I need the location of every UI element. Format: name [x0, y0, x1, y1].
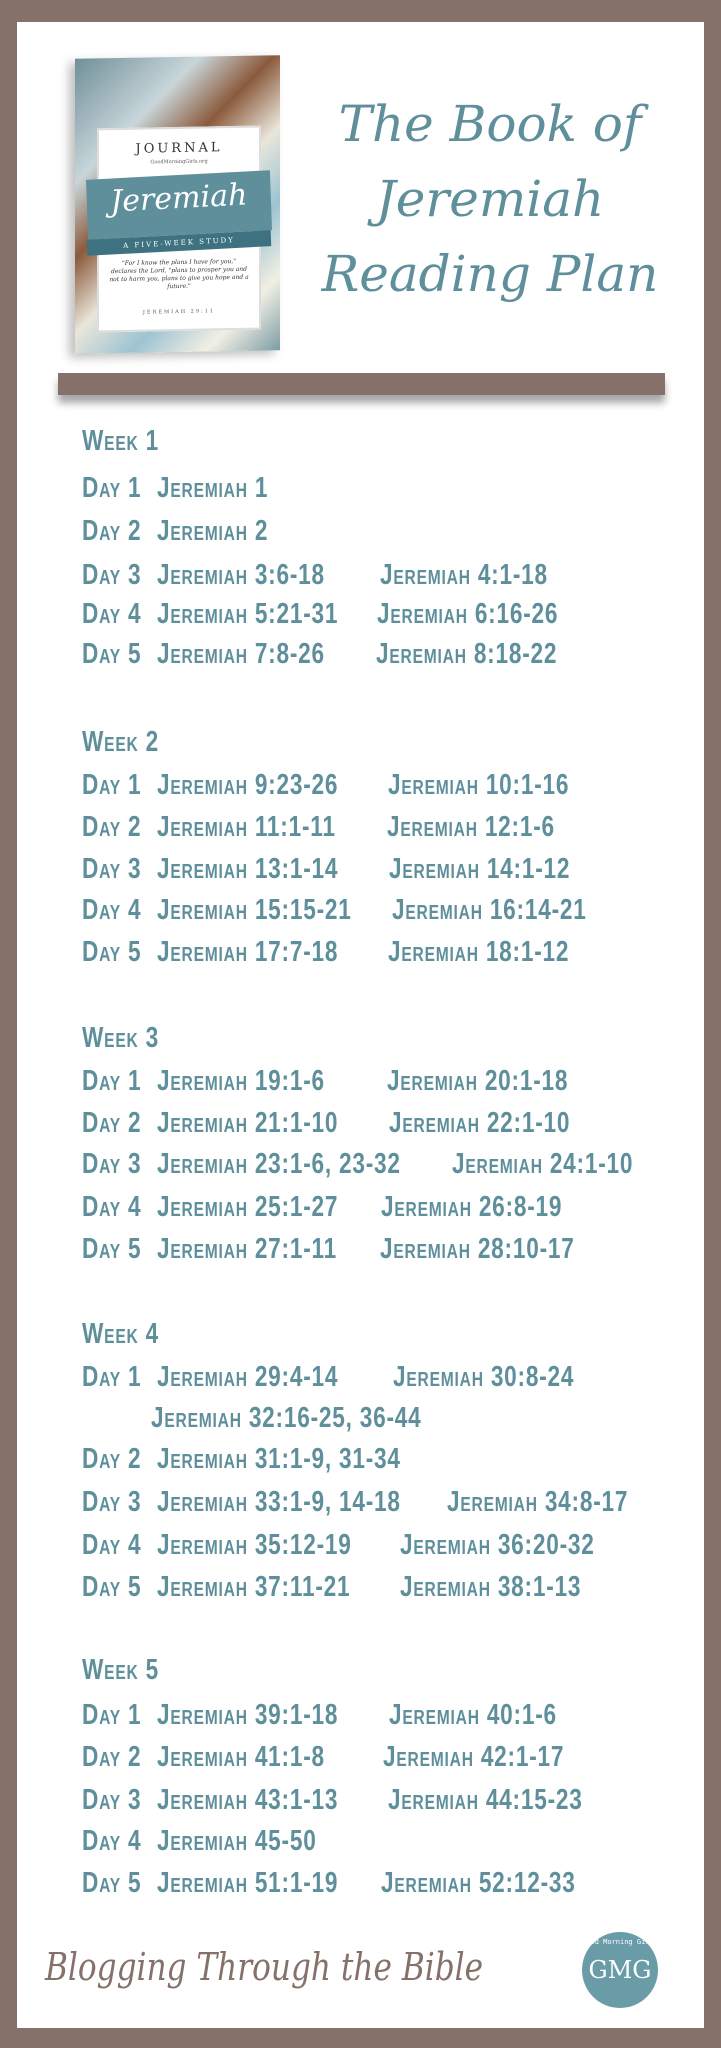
- reading-secondary: Jeremiah 10:1-16: [388, 769, 570, 801]
- reading-primary: Jeremiah 45-50: [157, 1825, 317, 1857]
- cover-quote: "For I know the plans I have for you," declares the Lord, "plans to prosper you and not to harm you, plans to give you hope and a future.": [109, 257, 249, 291]
- cover-banner: [86, 170, 272, 240]
- reading-secondary: Jeremiah 24:1-10: [452, 1148, 634, 1180]
- journal-cover-image: [75, 55, 280, 354]
- reading-primary: Jeremiah 51:1-19: [157, 1867, 339, 1899]
- day-label: Day 1: [82, 1065, 142, 1097]
- day-label: Day 3: [82, 1784, 142, 1816]
- title-line-2: Jeremiah: [375, 170, 605, 228]
- reading-primary: Jeremiah 11:1-11: [157, 811, 336, 843]
- reading-primary: Jeremiah 15:15-21: [157, 894, 352, 926]
- cover-card: [97, 126, 261, 333]
- day-label: Day 5: [82, 936, 142, 968]
- day-label: Day 2: [82, 1107, 142, 1139]
- reading-primary: Jeremiah 43:1-13: [157, 1784, 339, 1816]
- reading-primary: Jeremiah 27:1-11: [157, 1233, 338, 1265]
- week-heading: Week 5: [82, 1654, 159, 1686]
- title-line-3: Reading Plan: [321, 245, 659, 303]
- day-label: Day 1: [82, 1361, 142, 1393]
- reading-primary: Jeremiah 31:1-9, 31-34: [157, 1443, 401, 1475]
- day-label: Day 1: [82, 769, 142, 801]
- week-heading: Week 2: [82, 726, 159, 758]
- reading-primary: Jeremiah 17:7-18: [157, 936, 339, 968]
- good-morning-girls-logo: [582, 1932, 658, 2008]
- reading-primary: Jeremiah 21:1-10: [157, 1107, 339, 1139]
- reading-primary: Jeremiah 13:1-14: [157, 853, 339, 885]
- logo-name: Good Morning Girls: [582, 1938, 658, 1946]
- reading-primary: Jeremiah 5:21-31: [157, 598, 339, 630]
- reading-secondary: Jeremiah 4:1-18: [380, 559, 548, 591]
- reading-primary: Jeremiah 37:11-21: [157, 1571, 351, 1603]
- day-label: Day 2: [82, 1741, 142, 1773]
- day-label: Day 5: [82, 1867, 142, 1899]
- cover-quote-ref: JEREMIAH 29:11: [142, 308, 216, 316]
- reading-secondary: Jeremiah 28:10-17: [380, 1233, 575, 1265]
- reading-secondary: Jeremiah 12:1-6: [387, 811, 555, 843]
- reading-secondary: Jeremiah 8:18-22: [376, 638, 558, 670]
- title-line-1: The Book of: [338, 95, 642, 153]
- cover-title: Jeremiah: [109, 177, 248, 220]
- reading-primary: Jeremiah 9:23-26: [157, 769, 339, 801]
- cover-journal-label: JOURNAL: [135, 140, 223, 157]
- reading-primary: Jeremiah 33:1-9, 14-18: [157, 1486, 401, 1518]
- reading-secondary: Jeremiah 22:1-10: [389, 1107, 571, 1139]
- reading-secondary: Jeremiah 52:12-33: [381, 1867, 576, 1899]
- reading-primary: Jeremiah 19:1-6: [157, 1065, 325, 1097]
- reading-primary: Jeremiah 1: [157, 472, 269, 504]
- reading-primary: Jeremiah 35:12-19: [157, 1529, 352, 1561]
- day-label: Day 4: [82, 894, 142, 926]
- reading-primary: Jeremiah 2: [157, 515, 269, 547]
- reading-primary: Jeremiah 23:1-6, 23-32: [157, 1148, 401, 1180]
- day-label: Day 4: [82, 1529, 142, 1561]
- reading-secondary: Jeremiah 38:1-13: [400, 1571, 582, 1603]
- reading-secondary: Jeremiah 26:8-19: [381, 1191, 563, 1223]
- day-label: Day 3: [82, 559, 142, 591]
- reading-secondary: Jeremiah 40:1-6: [389, 1699, 557, 1731]
- day-label: Day 3: [82, 1148, 142, 1180]
- reading-secondary: Jeremiah 44:15-23: [388, 1784, 583, 1816]
- reading-secondary: Jeremiah 20:1-18: [387, 1065, 569, 1097]
- reading-primary: Jeremiah 3:6-18: [157, 559, 325, 591]
- cover-site: GoodMorningGirls.org: [150, 158, 208, 166]
- day-label: Day 5: [82, 638, 142, 670]
- day-label: Day 2: [82, 811, 142, 843]
- reading-secondary: Jeremiah 34:8-17: [447, 1486, 629, 1518]
- reading-primary: Jeremiah 41:1-8: [157, 1741, 325, 1773]
- reading-secondary: Jeremiah 18:1-12: [388, 936, 570, 968]
- reading-secondary: Jeremiah 42:1-17: [383, 1741, 565, 1773]
- day-label: Day 1: [82, 472, 142, 504]
- footer-text: Blogging Through the Bible: [45, 1945, 484, 1989]
- day-label: Day 3: [82, 853, 142, 885]
- reading-secondary: Jeremiah 14:1-12: [389, 853, 571, 885]
- reading-primary: Jeremiah 25:1-27: [157, 1191, 339, 1223]
- day-label: Day 4: [82, 1825, 142, 1857]
- reading-primary: Jeremiah 39:1-18: [157, 1699, 339, 1731]
- day-label: Day 2: [82, 1443, 142, 1475]
- reading-continuation: Jeremiah 32:16-25, 36-44: [151, 1402, 422, 1434]
- day-label: Day 4: [82, 1191, 142, 1223]
- day-label: Day 3: [82, 1486, 142, 1518]
- logo-monogram: GMG: [588, 1956, 652, 1984]
- day-label: Day 4: [82, 598, 142, 630]
- day-label: Day 1: [82, 1699, 142, 1731]
- day-label: Day 5: [82, 1571, 142, 1603]
- week-heading: Week 1: [82, 425, 159, 457]
- reading-primary: Jeremiah 29:4-14: [157, 1361, 339, 1393]
- reading-secondary: Jeremiah 36:20-32: [400, 1529, 595, 1561]
- day-label: Day 5: [82, 1233, 142, 1265]
- cover-subtitle: A FIVE-WEEK STUDY: [87, 230, 271, 256]
- shelf-divider: [58, 373, 665, 395]
- reading-secondary: Jeremiah 30:8-24: [393, 1361, 575, 1393]
- week-heading: Week 4: [82, 1318, 159, 1350]
- reading-secondary: Jeremiah 6:16-26: [377, 598, 559, 630]
- reading-primary: Jeremiah 7:8-26: [157, 638, 325, 670]
- week-heading: Week 3: [82, 1022, 159, 1054]
- reading-secondary: Jeremiah 16:14-21: [392, 894, 587, 926]
- day-label: Day 2: [82, 515, 142, 547]
